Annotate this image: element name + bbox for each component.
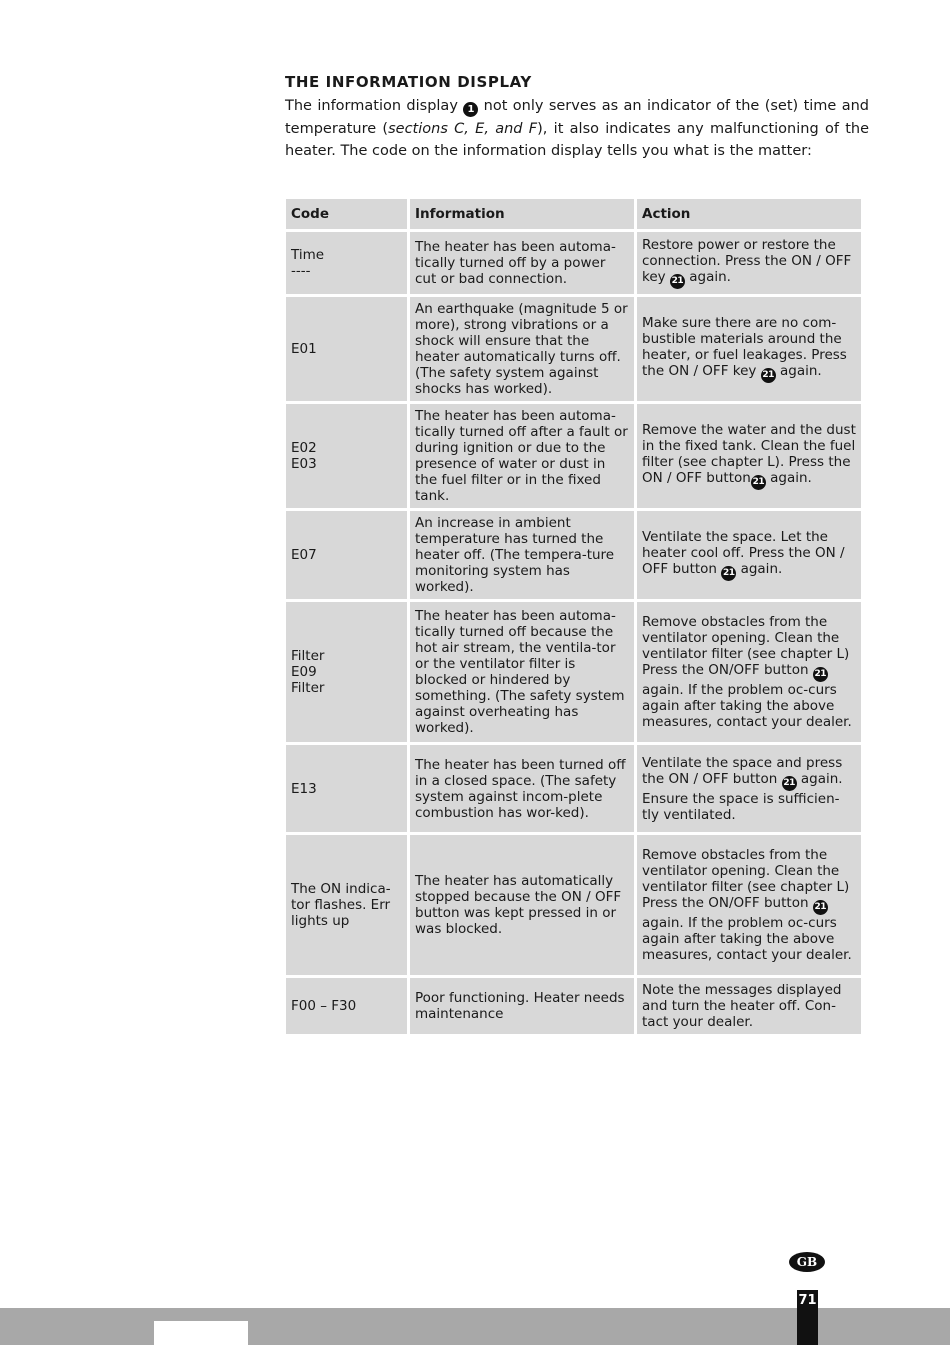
information-cell: Poor functioning. Heater needs maintenance xyxy=(410,978,634,1034)
information-cell: The heater has been automa-tically turned off after a fault or during ignition or due to the presence of water or dust in the fuel filter or in the fixed tank. xyxy=(410,404,634,508)
code-cell xyxy=(286,404,407,508)
code-line: F00 – F30 xyxy=(291,998,357,1014)
header-information: Information xyxy=(410,199,634,229)
action-text: Make sure there are no com-bustible materials around the heater, or fuel leakages. Press the ON / OFF key xyxy=(642,315,847,379)
table-row xyxy=(286,297,861,401)
action-cell xyxy=(637,404,861,508)
page-number: 71 xyxy=(798,1293,817,1308)
information-cell: The heater has been turned off in a closed space. (The safety system against incom-plete combustion has wor-ked). xyxy=(410,745,634,832)
action-text: Ventilate the space and press the ON / OFF button xyxy=(642,754,843,787)
action-text-continued: again. If the problem oc-curs again after taking the above measures, contact your dealer. xyxy=(642,915,852,963)
code-line: E07 xyxy=(291,547,317,563)
reference-number-icon: 1 xyxy=(463,102,478,117)
action-cell xyxy=(637,745,861,832)
button-reference-icon: 21 xyxy=(813,900,828,915)
code-line: The ON indica-tor flashes. Err lights up xyxy=(291,881,391,929)
action-text: Remove the water and the dust in the fixed tank. Clean the fuel filter (see chapter L). Press the ON / OFF button xyxy=(642,422,856,486)
table-body xyxy=(286,232,861,1034)
code-line: Time xyxy=(291,247,325,263)
action-text-continued: again. xyxy=(736,561,783,577)
code-cell xyxy=(286,835,407,975)
error-code-table xyxy=(283,196,864,1037)
action-text-continued: again. Ensure the space is sufficien-tly ventilated. xyxy=(642,770,843,823)
code-line: E03 xyxy=(291,456,317,472)
intro-text-2: not only serves as an indicator of the (set) time and temperature ( xyxy=(285,98,869,137)
intro-italic-text: sections C, E, and F xyxy=(388,120,538,137)
action-text-continued: again. If the problem oc-curs again after taking the above measures, contact your dealer. xyxy=(642,682,852,730)
code-cell xyxy=(286,511,407,599)
table-row xyxy=(286,745,861,832)
action-text: Remove obstacles from the ventilator opening. Clean the ventilator filter (see chapter L) Press the ON/OFF button xyxy=(642,847,850,911)
table-row xyxy=(286,232,861,294)
table-row xyxy=(286,978,861,1034)
footer-white-block xyxy=(154,1321,248,1345)
intro-text-1: The information display xyxy=(285,98,464,114)
code-line: Filter xyxy=(291,648,325,664)
section-title: THE INFORMATION DISPLAY xyxy=(285,73,532,91)
code-line: E02 xyxy=(291,440,317,456)
table-row xyxy=(286,835,861,975)
header-code: Code xyxy=(286,199,407,229)
button-reference-icon: 21 xyxy=(721,566,736,581)
action-cell xyxy=(637,978,861,1034)
button-reference-icon: 21 xyxy=(751,475,766,490)
action-cell xyxy=(637,602,861,742)
action-text-continued: again. xyxy=(775,363,822,379)
code-cell xyxy=(286,297,407,401)
action-text: Remove obstacles from the ventilator opening. Clean the ventilator filter (see chapter L) Press the ON/OFF button xyxy=(642,614,850,678)
intro-text-3: ), it also indicates any malfunctioning of the heater. The code on the information display tells you what is the matter: xyxy=(285,120,869,159)
action-text-continued: again. xyxy=(684,269,731,285)
action-cell xyxy=(637,232,861,294)
action-text: Note the messages displayed and turn the heater off. Con-tact your dealer. xyxy=(642,982,842,1030)
action-text: Ventilate the space. Let the heater cool off. Press the ON / OFF button xyxy=(642,529,845,577)
table-header-row xyxy=(286,199,861,229)
table-row xyxy=(286,602,861,742)
table-row xyxy=(286,511,861,599)
button-reference-icon: 21 xyxy=(670,274,685,289)
button-reference-icon: 21 xyxy=(761,368,776,383)
code-cell xyxy=(286,978,407,1034)
code-cell xyxy=(286,745,407,832)
code-line: Filter xyxy=(291,680,325,696)
code-line: E13 xyxy=(291,780,317,797)
information-cell: The heater has been automa-tically turned off because the hot air stream, the ventila-tor or the ventilator filter is blocked or hindered by something. (The safety system against overheating has worked). xyxy=(410,602,634,742)
code-cell xyxy=(286,232,407,294)
header-action: Action xyxy=(637,199,861,229)
information-cell: An earthquake (magnitude 5 or more), strong vibrations or a shock will ensure that the heater automatically turns off. (The safety system against shocks has worked). xyxy=(410,297,634,401)
action-cell xyxy=(637,511,861,599)
code-line: E01 xyxy=(291,341,317,357)
language-badge: GB xyxy=(789,1252,825,1272)
information-cell: The heater has been automa-tically turned off by a power cut or bad connection. xyxy=(410,232,634,294)
action-text-continued: again. xyxy=(765,470,812,486)
code-line: ---- xyxy=(291,263,311,279)
action-text: Restore power or restore the connection. Press the ON / OFF key xyxy=(642,237,852,285)
button-reference-icon: 21 xyxy=(813,667,828,682)
information-cell: An increase in ambient temperature has turned the heater off. (The tempera-ture monitoring system has worked). xyxy=(410,511,634,599)
button-reference-icon: 21 xyxy=(782,776,797,791)
information-cell: The heater has automatically stopped because the ON / OFF button was kept pressed in or was blocked. xyxy=(410,835,634,975)
code-cell xyxy=(286,602,407,742)
action-cell xyxy=(637,835,861,975)
code-line: E09 xyxy=(291,664,317,680)
table-row xyxy=(286,404,861,508)
intro-paragraph xyxy=(285,95,869,163)
action-cell xyxy=(637,297,861,401)
